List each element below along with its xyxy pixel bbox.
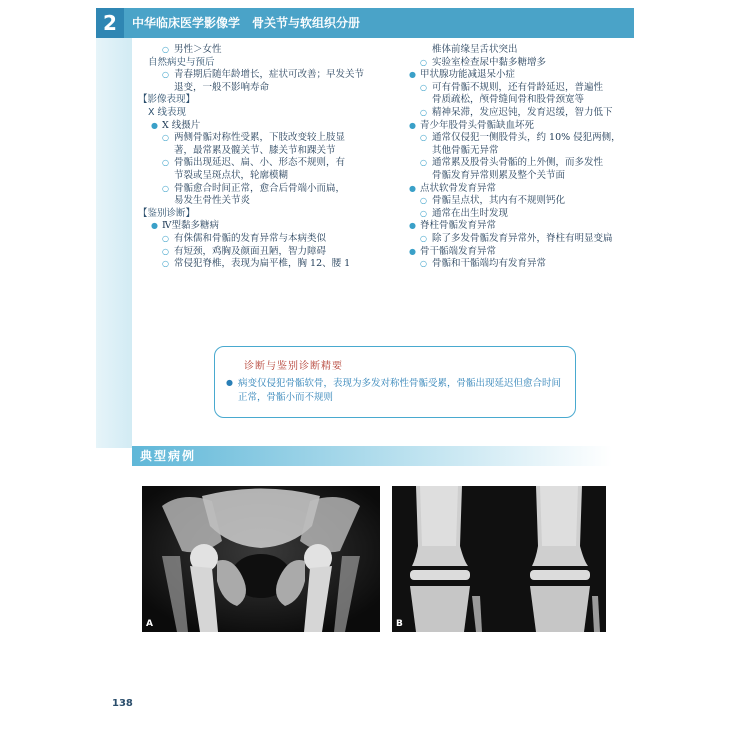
left-column bbox=[138, 44, 386, 271]
list-item-text: 通常累及股骨头骨骺的上外侧，而多发性 bbox=[432, 157, 604, 169]
list-item bbox=[396, 170, 616, 183]
list-item-text: 有侏儒和骨骺的发育异常与本病类似 bbox=[174, 232, 327, 244]
list-item bbox=[138, 233, 386, 246]
hollow-bullet-icon: ○ bbox=[162, 133, 169, 143]
list-item bbox=[396, 157, 616, 170]
list-item bbox=[138, 157, 386, 170]
xray-figure-b bbox=[392, 486, 606, 632]
hollow-bullet-icon: ○ bbox=[162, 246, 169, 256]
hollow-bullet-icon: ○ bbox=[162, 158, 169, 168]
list-item bbox=[138, 183, 386, 196]
hollow-bullet-icon: ○ bbox=[420, 107, 427, 117]
hollow-bullet-icon: ○ bbox=[420, 259, 427, 269]
list-item bbox=[396, 208, 616, 221]
list-item-text: 有短颈，鸡胸及颜面丑陋，智力障碍 bbox=[174, 245, 327, 257]
knee-xray-image bbox=[392, 486, 606, 632]
list-item bbox=[396, 220, 616, 233]
section-heading bbox=[138, 107, 386, 120]
filled-bullet-icon: ● bbox=[151, 120, 158, 130]
hollow-bullet-icon: ○ bbox=[420, 158, 427, 168]
summary-title: 诊断与鉴别诊断精要 bbox=[244, 361, 343, 372]
list-item-text: 骨骺出现延迟、扁、小、形态不规则，有 bbox=[174, 157, 346, 169]
list-item bbox=[138, 195, 386, 208]
list-item bbox=[396, 195, 616, 208]
list-item bbox=[138, 220, 386, 233]
list-item bbox=[138, 120, 386, 133]
list-item-text: 著，最常累及髋关节、膝关节和踝关节 bbox=[174, 144, 336, 156]
list-item-text: X 线表现 bbox=[148, 106, 187, 118]
list-item-text: 通常仅侵犯一侧股骨头，约 10% 侵犯两侧， bbox=[432, 132, 621, 144]
case-section-bar bbox=[132, 446, 612, 466]
list-item-text: 脊柱骨骺发育异常 bbox=[420, 220, 497, 232]
page-number: 138 bbox=[112, 698, 133, 709]
list-item bbox=[396, 57, 616, 70]
list-item-text: 可有骨骺不规则，还有骨龄延迟，普遍性 bbox=[432, 81, 604, 93]
hollow-bullet-icon: ○ bbox=[162, 70, 169, 80]
chapter-number: 2 bbox=[96, 8, 124, 38]
list-item-text: 节裂或呈斑点状，轮廓模糊 bbox=[174, 169, 289, 181]
list-item bbox=[396, 82, 616, 95]
list-item-text: 易发生骨性关节炎 bbox=[174, 195, 251, 207]
pelvis-xray-image bbox=[142, 486, 380, 632]
list-item bbox=[396, 132, 621, 145]
list-item bbox=[138, 44, 386, 57]
summary-text: 病变仅侵犯骨骺软骨，表现为多发对称性骨骺受累，骨骺出现延迟但愈合时间正常，骨骺小而不规则 bbox=[238, 378, 562, 403]
list-item-text: 退变，一般不影响寿命 bbox=[174, 81, 270, 93]
figure-b-label: B bbox=[396, 619, 403, 629]
filled-bullet-icon: ● bbox=[409, 120, 416, 130]
list-item-text: X 线摄片 bbox=[162, 119, 201, 131]
list-item-text: 自然病史与预后 bbox=[148, 56, 215, 68]
filled-bullet-icon: ● bbox=[409, 221, 416, 231]
hollow-bullet-icon: ○ bbox=[162, 183, 169, 193]
hollow-bullet-icon: ○ bbox=[420, 233, 427, 243]
list-item-text: 两侧骨骺对称性受累，下肢改变较上肢显 bbox=[174, 132, 346, 144]
summary-bullet-icon: ● bbox=[226, 378, 233, 387]
list-item-text: 男性＞女性 bbox=[174, 44, 222, 55]
hollow-bullet-icon: ○ bbox=[420, 82, 427, 92]
hollow-bullet-icon: ○ bbox=[162, 45, 169, 54]
filled-bullet-icon: ● bbox=[409, 183, 416, 193]
hollow-bullet-icon: ○ bbox=[162, 233, 169, 243]
side-accent-strip bbox=[96, 38, 132, 448]
list-item-text: 青少年股骨头骨骺缺血坏死 bbox=[420, 119, 535, 131]
filled-bullet-icon: ● bbox=[409, 70, 416, 80]
list-item bbox=[396, 94, 616, 107]
book-title: 中华临床医学影像学 骨关节与软组织分册 bbox=[132, 16, 361, 30]
hollow-bullet-icon: ○ bbox=[420, 57, 427, 67]
list-item-text: 青春期后随年龄增长，症状可改善；早发关节 bbox=[174, 69, 365, 81]
list-item bbox=[396, 145, 616, 158]
list-item bbox=[396, 258, 616, 271]
list-item bbox=[396, 120, 616, 133]
list-item-text: 骨骺和干骺端均有发育异常 bbox=[432, 258, 547, 270]
list-item-text: 【影像表现】 bbox=[138, 94, 196, 106]
list-item bbox=[138, 145, 386, 158]
list-item-text: 甲状腺功能减退呆小症 bbox=[420, 69, 516, 81]
hollow-bullet-icon: ○ bbox=[162, 259, 169, 269]
list-item bbox=[138, 82, 386, 95]
section-heading bbox=[138, 94, 386, 107]
list-item-text: 骨骺呈点状，其内有不规则钙化 bbox=[432, 195, 566, 207]
list-item-text: 常侵犯脊椎，表现为扁平椎，胸 12、腰 1 bbox=[174, 258, 351, 270]
section-heading bbox=[138, 57, 386, 70]
list-item-text: 骨干骺端发育异常 bbox=[420, 245, 497, 257]
list-item bbox=[396, 69, 616, 82]
list-item bbox=[138, 258, 386, 271]
filled-bullet-icon: ● bbox=[151, 221, 158, 231]
list-item bbox=[396, 233, 616, 246]
hollow-bullet-icon: ○ bbox=[420, 208, 427, 218]
list-item-text: 通常在出生时发现 bbox=[432, 207, 509, 219]
hollow-bullet-icon: ○ bbox=[420, 196, 427, 206]
list-item bbox=[396, 44, 616, 57]
figure-a-label: A bbox=[146, 619, 153, 629]
section-heading bbox=[138, 208, 386, 221]
list-item-text: 骨骺发育异常则累及整个关节面 bbox=[432, 169, 566, 181]
list-item-text: 实验室检查尿中黏多糖增多 bbox=[432, 56, 547, 68]
filled-bullet-icon: ● bbox=[409, 246, 416, 256]
list-item-text: 点状软骨发育异常 bbox=[420, 182, 497, 194]
right-column bbox=[396, 44, 621, 271]
list-item bbox=[396, 183, 616, 196]
list-item-text: 精神呆滞，发应迟钝，发育迟缓，智力低下 bbox=[432, 106, 613, 118]
list-item-text: 除了多发骨骺发育异常外，脊柱有明显变扁 bbox=[432, 232, 613, 244]
list-item-text: 其他骨骺无异常 bbox=[432, 144, 499, 156]
list-item bbox=[138, 132, 386, 145]
list-item-text: 骨质疏松，颅骨缝间骨和股骨颈宽等 bbox=[432, 94, 585, 106]
list-item-text: 【鉴别诊断】 bbox=[138, 207, 196, 219]
list-item bbox=[396, 246, 616, 259]
list-item bbox=[396, 107, 616, 120]
hollow-bullet-icon: ○ bbox=[420, 133, 427, 143]
list-item bbox=[138, 69, 386, 82]
case-section-title: 典型病例 bbox=[140, 449, 197, 463]
list-item bbox=[138, 170, 386, 183]
list-item bbox=[138, 246, 386, 259]
xray-figure-a bbox=[142, 486, 380, 632]
list-item-text: 骨骺愈合时间正常，愈合后骨端小而扁， bbox=[174, 182, 346, 194]
list-item-text: 椎体前缘呈舌状突出 bbox=[432, 44, 518, 55]
list-item-text: Ⅳ型黏多糖病 bbox=[162, 220, 219, 232]
